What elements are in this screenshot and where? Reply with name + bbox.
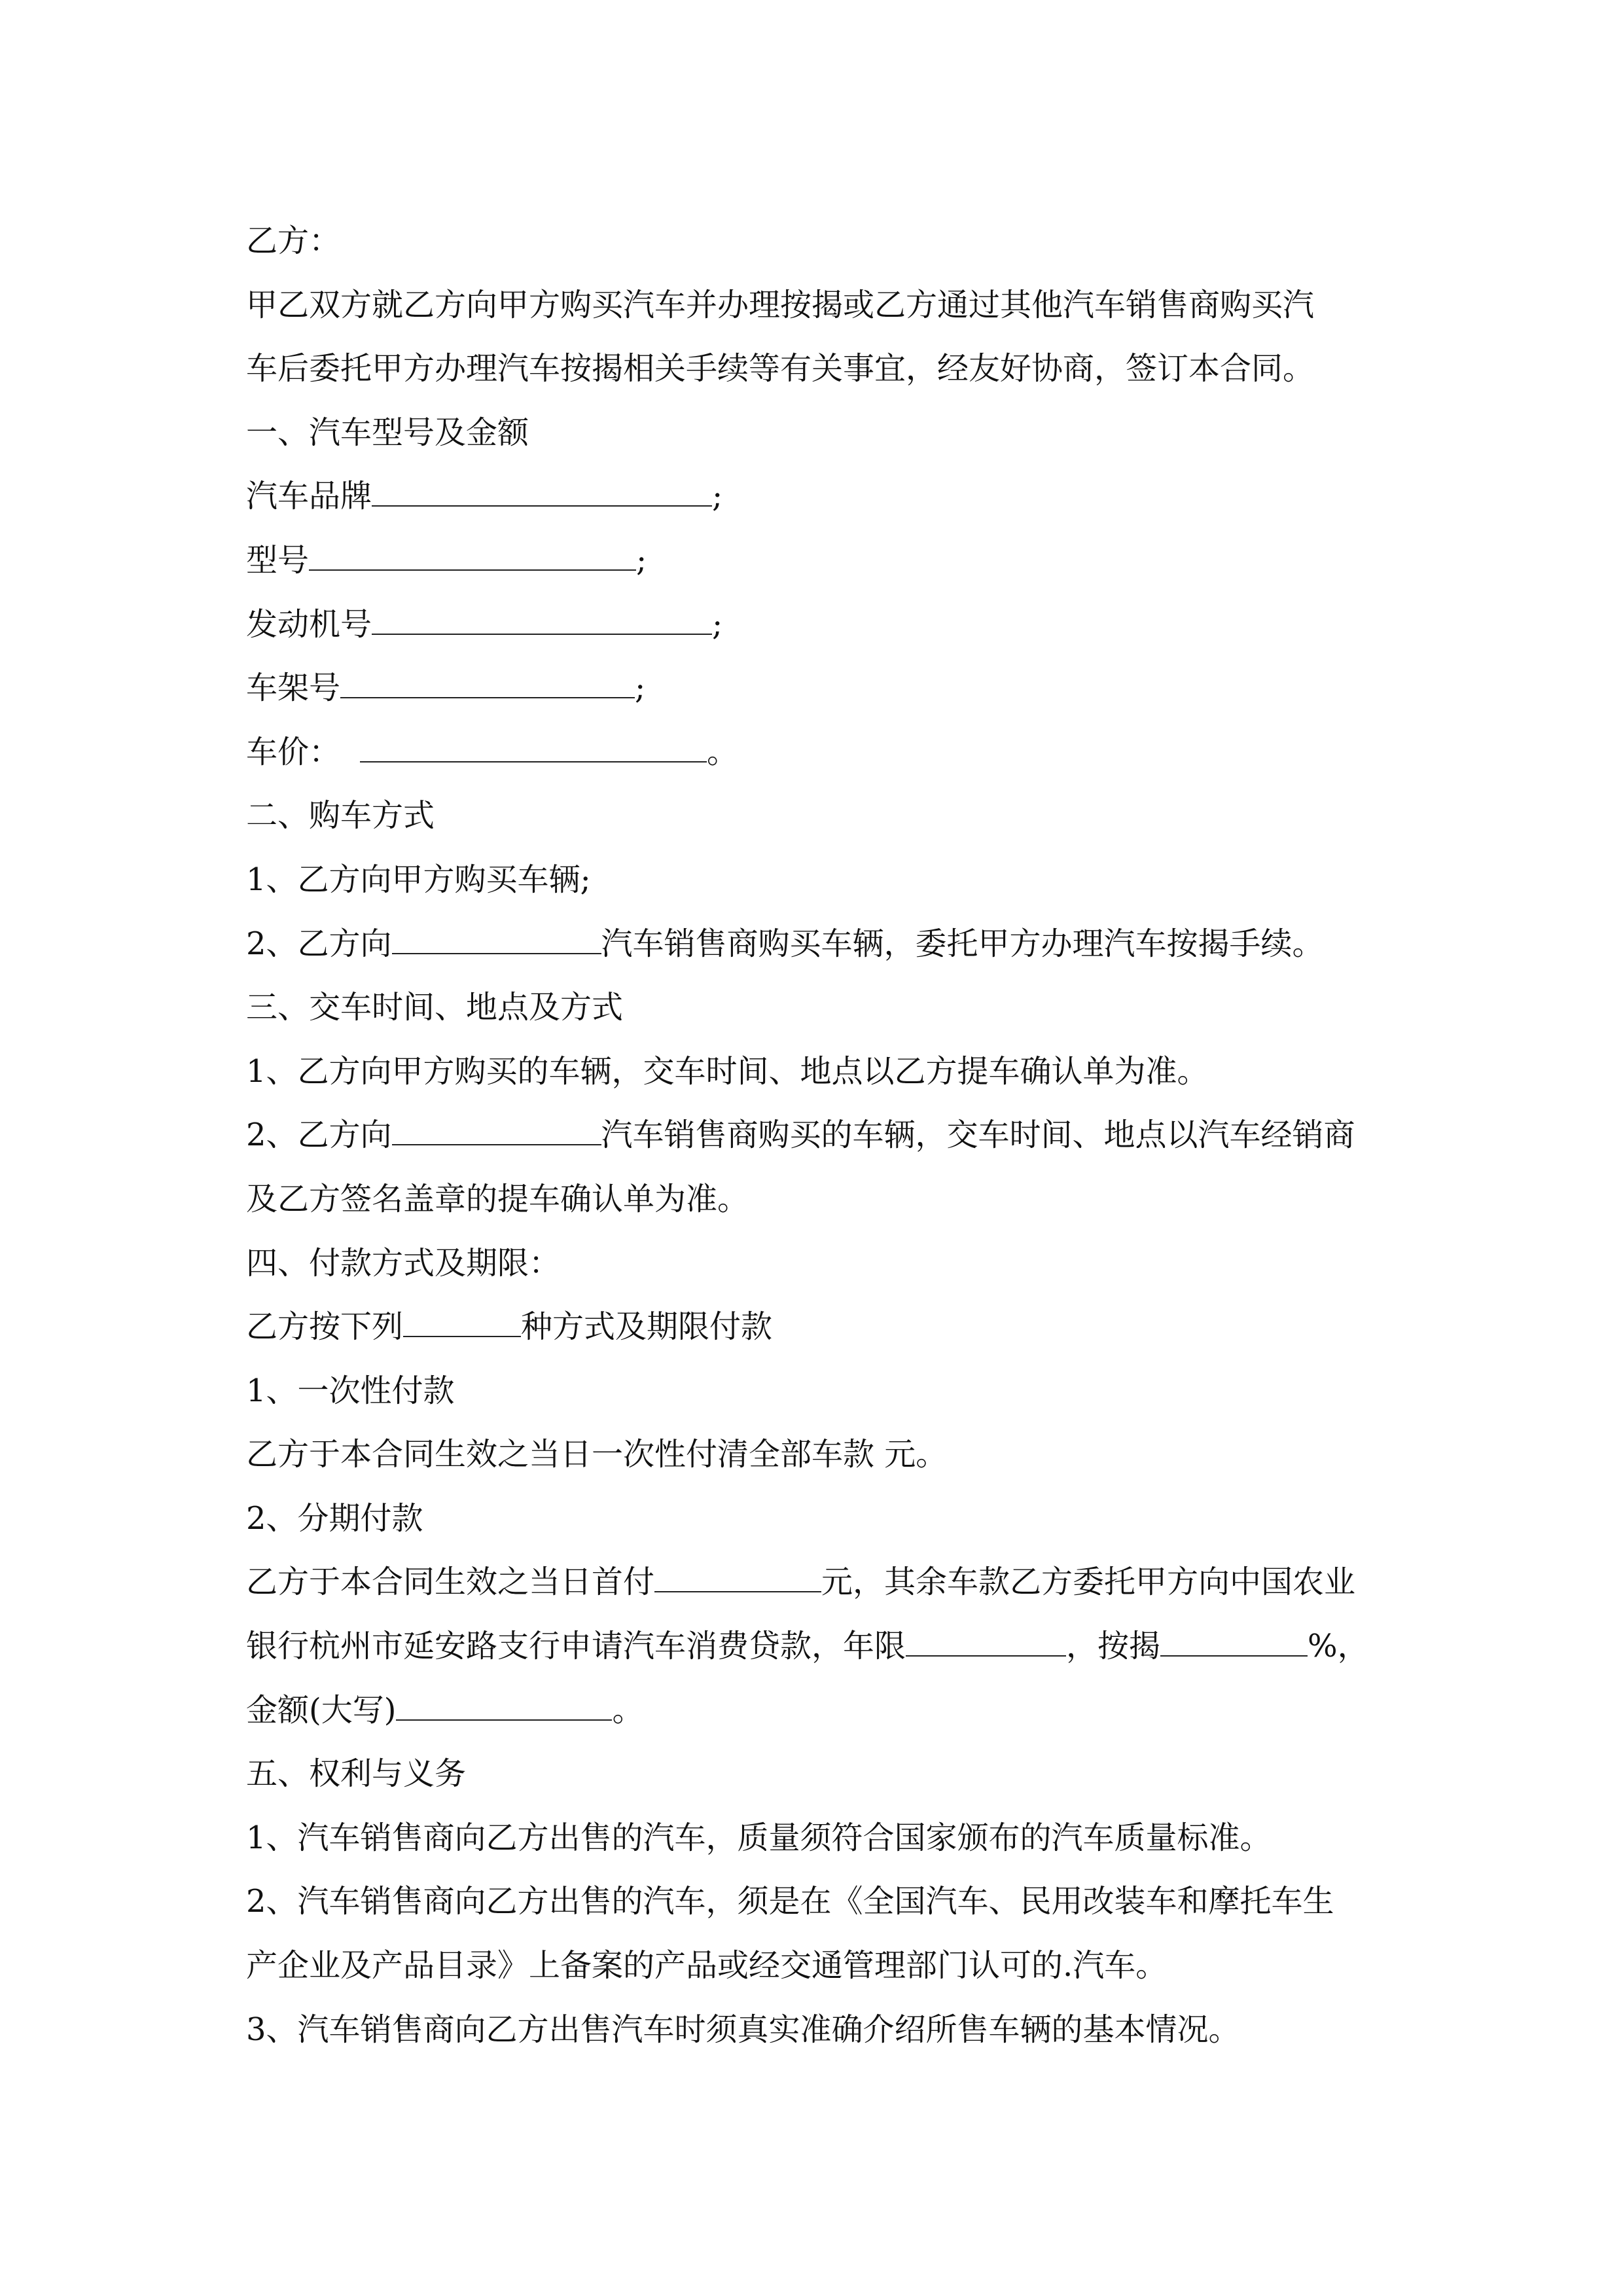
brand-line: [246, 465, 1424, 529]
loan-term-blank-field[interactable]: [906, 1619, 1066, 1657]
section-2-heading: [246, 784, 1424, 848]
payment-kind-blank-field[interactable]: [403, 1299, 521, 1337]
price-end: 。: [707, 733, 739, 770]
installment-line-1: [246, 1551, 1424, 1615]
section-2-item-2-post: 汽车销售商购买车辆，委托甲方办理汽车按揭手续。: [601, 925, 1324, 962]
frame-line: [246, 656, 1424, 721]
installment-l3-end: 。: [612, 1691, 644, 1729]
frame-label: 车架号: [246, 670, 341, 707]
model-line: [246, 529, 1424, 593]
section-5-item-1-text: 1、汽车销售商向乙方出售的汽车，质量须符合国家颁布的汽车质量标准。: [246, 1819, 1272, 1856]
installment-l3-pre: 金额(大写): [246, 1691, 397, 1729]
installment-heading: [246, 1487, 1424, 1551]
engine-end: ;: [712, 605, 723, 643]
section-2-item-1-text: 1、乙方向甲方购买车辆;: [246, 861, 591, 898]
section-3-item-1-text: 1、乙方向甲方购买的车辆，交车时间、地点以乙方提车确认单为准。: [246, 1052, 1209, 1090]
section-3-item-2-continued: [246, 1168, 1424, 1232]
brand-end: ;: [712, 478, 723, 515]
payment-choice-line: [246, 1295, 1424, 1359]
down-payment-blank-field[interactable]: [654, 1554, 821, 1592]
party-b-line: [246, 209, 1424, 274]
section-4-heading: [246, 1232, 1424, 1296]
section-1-title: 一、汽车型号及金额: [246, 414, 529, 451]
section-3-item-2-cont-text: 及乙方签名盖章的提车确认单为准。: [246, 1180, 749, 1217]
frame-end: ;: [635, 670, 646, 707]
section-2-title: 二、购车方式: [246, 797, 435, 834]
section-5-item-2-text-1: 2、汽车销售商向乙方出售的汽车，须是在《全国汽车、民用改装车和摩托车生: [246, 1883, 1334, 1920]
model-blank-field[interactable]: [309, 533, 636, 571]
section-3-item-2: [246, 1103, 1424, 1168]
section-5-item-2-line-1: [246, 1870, 1424, 1934]
intro-text-2: 车后委托甲方办理汽车按揭相关手续等有关事宜，经友好协商，签订本合同。: [246, 350, 1315, 387]
intro-text-1: 甲乙双方就乙方向甲方购买汽车并办理按揭或乙方通过其他汽车销售商购买汽: [246, 286, 1315, 323]
lump-sum-title: 1、一次性付款: [246, 1372, 455, 1409]
section-5-item-2-line-2: [246, 1934, 1424, 1998]
engine-number-blank-field[interactable]: [372, 597, 712, 635]
installment-title: 2、分期付款: [246, 1499, 423, 1537]
lump-sum-text-line: [246, 1423, 1424, 1487]
section-5-item-2-text-2: 产企业及产品目录》上备案的产品或经交通管理部门认可的.汽车。: [246, 1947, 1168, 1984]
installment-l2-mid: ，按揭: [1066, 1628, 1161, 1665]
engine-line: [246, 593, 1424, 657]
section-3-title: 三、交车时间、地点及方式: [246, 989, 624, 1026]
dealer-blank-field[interactable]: [392, 916, 601, 954]
section-3-item-2-post: 汽车销售商购买的车辆，交车时间、地点以汽车经销商: [601, 1117, 1355, 1154]
frame-number-blank-field[interactable]: [340, 660, 635, 698]
installment-l2-end: %，: [1308, 1628, 1369, 1665]
mortgage-rate-blank-field[interactable]: [1160, 1619, 1308, 1657]
section-5-item-1: [246, 1806, 1424, 1871]
price-blank-field[interactable]: [360, 725, 707, 762]
section-5-item-3: [246, 1998, 1424, 2062]
section-5-item-3-text: 3、汽车销售商向乙方出售汽车时须真实准确介绍所售车辆的基本情况。: [246, 2011, 1240, 2048]
installment-line-2: [246, 1615, 1424, 1679]
party-b-label: 乙方：: [246, 223, 341, 259]
brand-label: 汽车品牌: [246, 478, 372, 515]
lump-sum-heading: [246, 1359, 1424, 1424]
section-2-item-1: [246, 848, 1424, 912]
section-4-title: 四、付款方式及期限：: [246, 1244, 561, 1282]
installment-l2-pre: 银行杭州市延安路支行申请汽车消费贷款，年限: [246, 1628, 906, 1665]
section-2-item-2-pre: 2、乙方向: [246, 925, 392, 962]
price-line: [246, 721, 1424, 785]
installment-post: 元，其余车款乙方委托甲方向中国农业: [821, 1564, 1356, 1601]
model-end: ;: [636, 541, 647, 579]
section-2-item-2: [246, 912, 1424, 977]
model-label: 型号: [246, 541, 310, 579]
installment-line-3: [246, 1679, 1424, 1743]
dealer-blank-field-2[interactable]: [392, 1107, 601, 1145]
lump-sum-text: 乙方于本合同生效之当日一次性付清全部车款 元。: [246, 1436, 948, 1473]
intro-paragraph-line-2: [246, 337, 1424, 401]
amount-in-words-blank-field[interactable]: [396, 1683, 612, 1721]
section-1-heading: [246, 401, 1424, 465]
section-5-heading: [246, 1742, 1424, 1806]
price-label: 车价：: [246, 733, 341, 770]
installment-pre: 乙方于本合同生效之当日首付: [246, 1564, 655, 1601]
section-3-heading: [246, 976, 1424, 1040]
section-3-item-1: [246, 1040, 1424, 1104]
contract-body: [246, 209, 1424, 2062]
engine-label: 发动机号: [246, 605, 372, 643]
intro-paragraph-line-1: [246, 274, 1424, 338]
payment-choice-pre: 乙方按下列: [246, 1308, 404, 1346]
brand-blank-field[interactable]: [372, 469, 712, 507]
section-3-item-2-pre: 2、乙方向: [246, 1117, 392, 1154]
section-5-title: 五、权利与义务: [246, 1755, 467, 1793]
payment-choice-post: 种方式及期限付款: [521, 1308, 773, 1346]
